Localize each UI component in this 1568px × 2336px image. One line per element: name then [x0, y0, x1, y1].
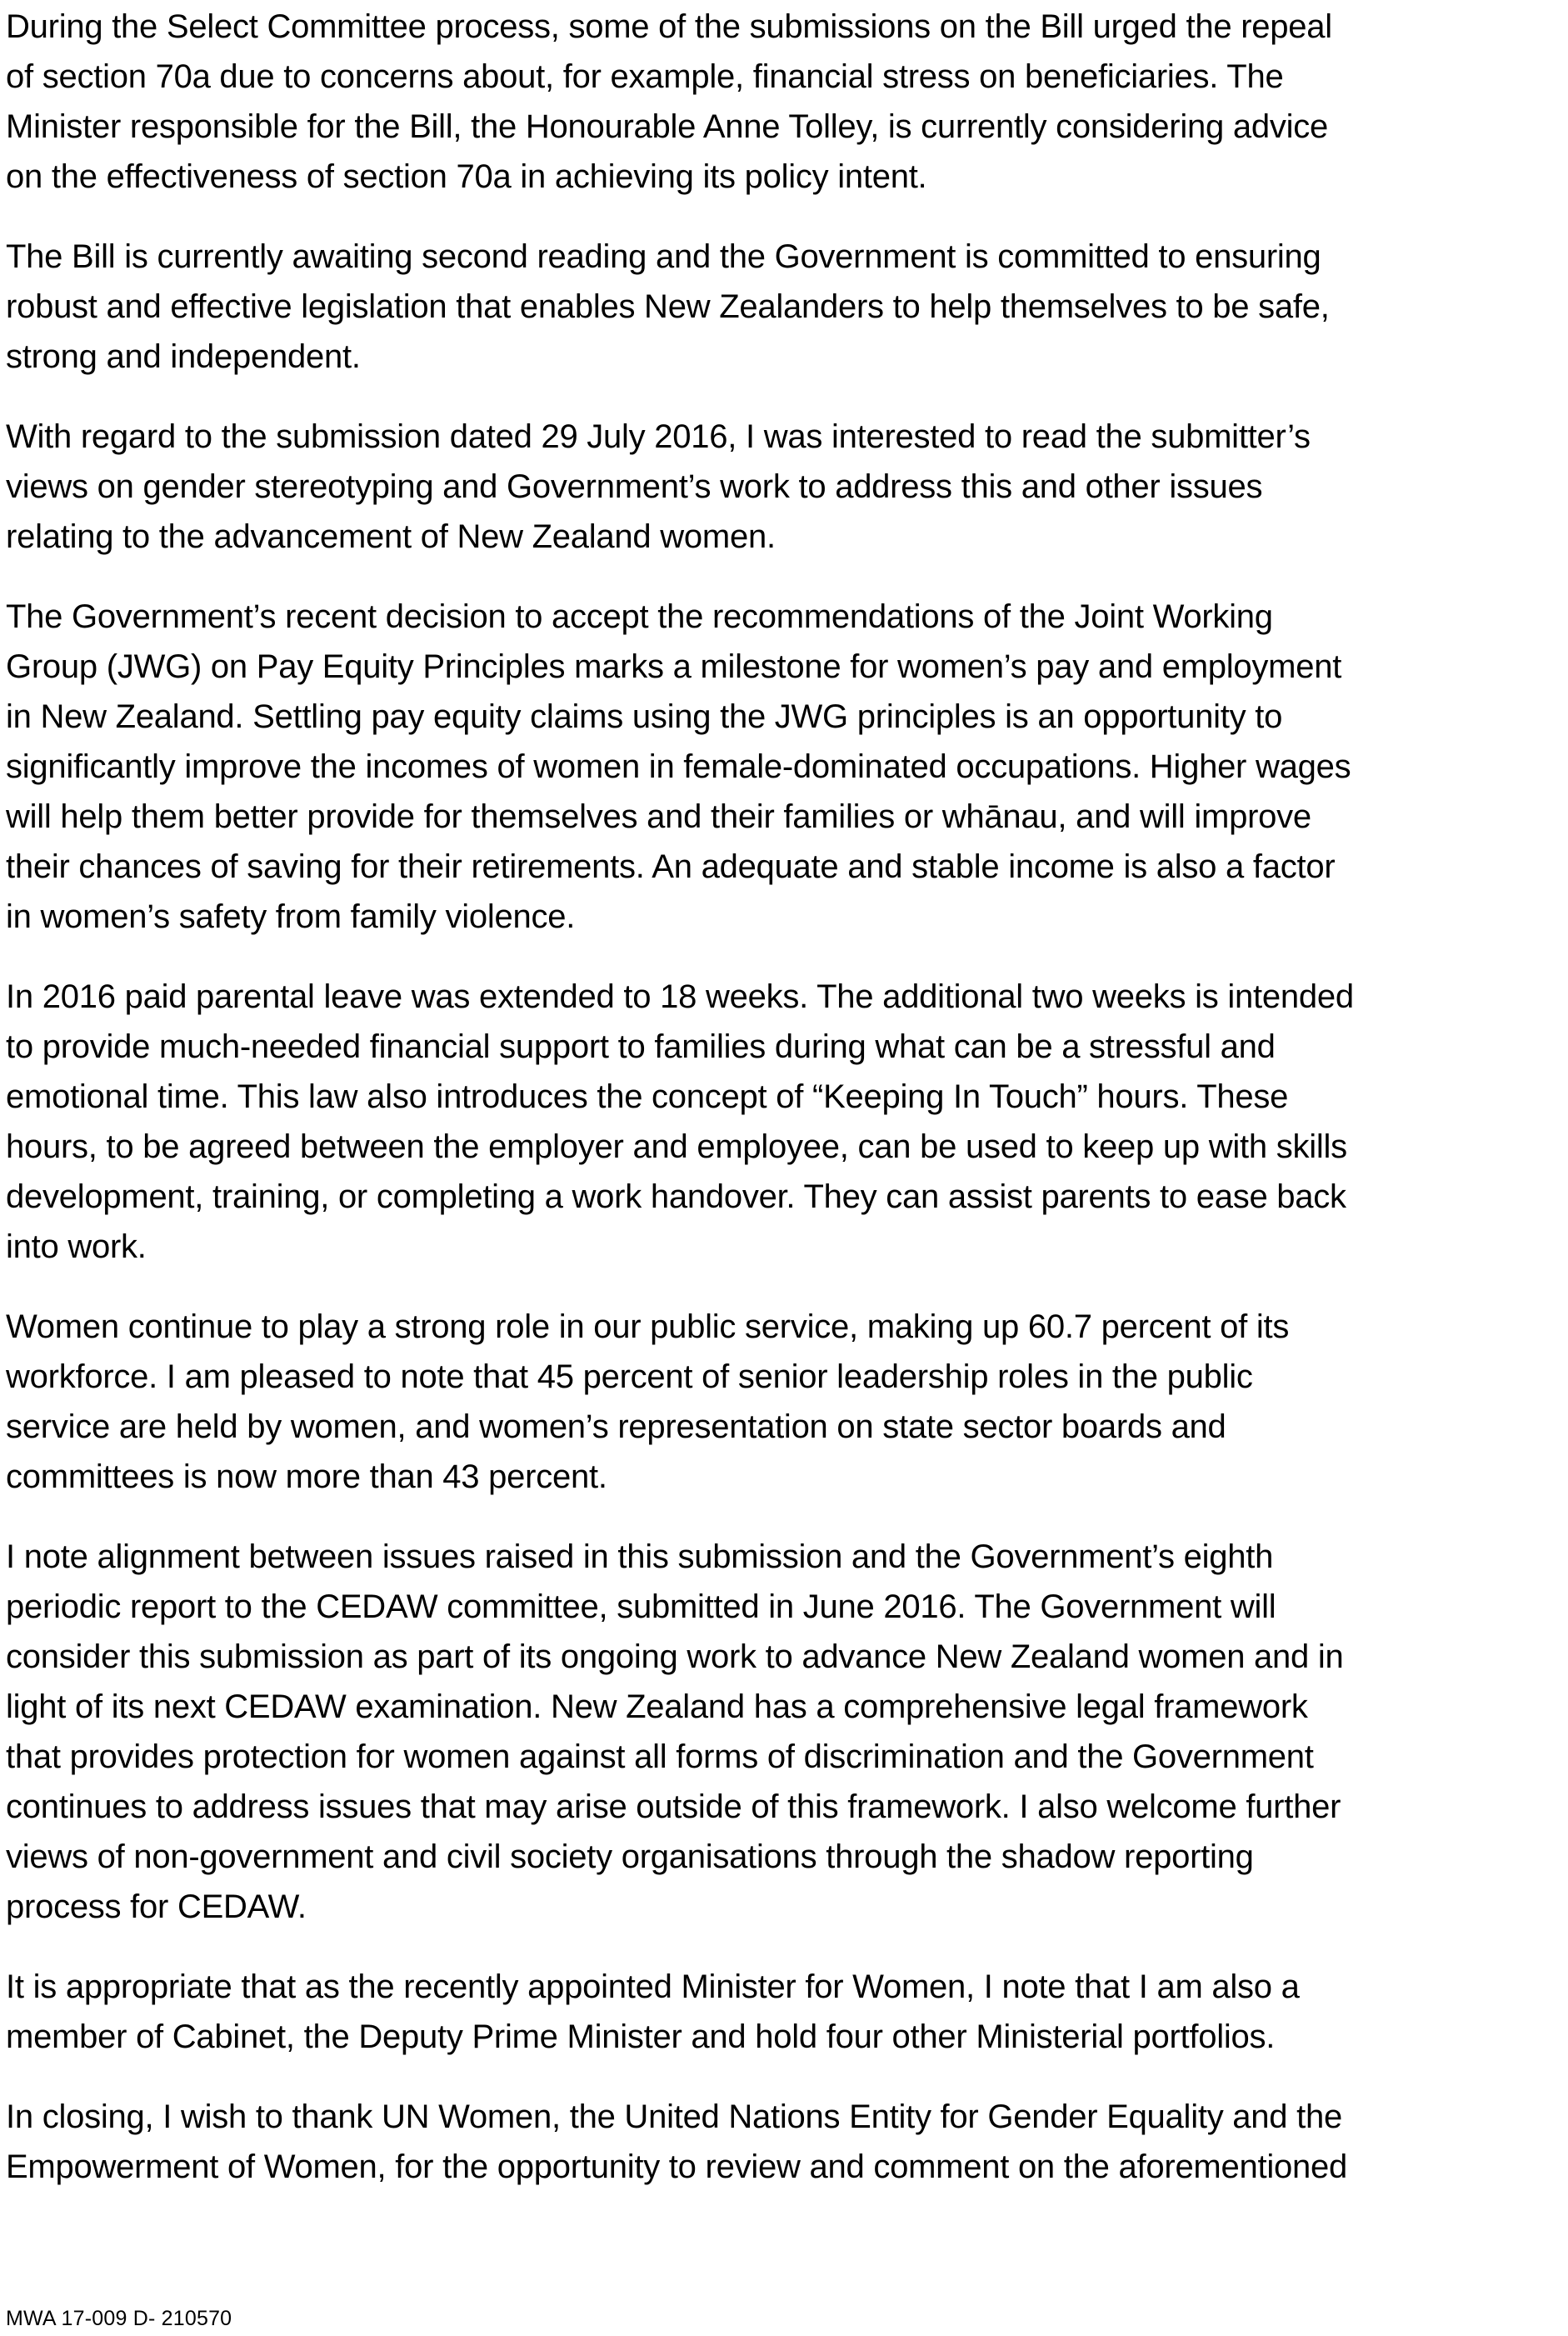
paragraph-public-service: Women continue to play a strong role in our public service, making up 60.7 percent of its workforce. I am pleased to note that 45 percent of senior leadership roles in the public service are held by women, and women’s representation on state sector boards and committees is now more than 43 percent. [6, 1308, 1290, 1495]
paragraph-closing: In closing, I wish to thank UN Women, the United Nations Entity for Gender Equality and the Empowerment of Women, for the opportunity to review and comment on the aforementioned [6, 2098, 1347, 2185]
paragraph-pay-equity: The Government’s recent decision to accept the recommendations of the Joint Working Group (JWG) on Pay Equity Principles marks a milestone for women’s pay and employment in New Zealand. Settling pay equity claims using the JWG principles is an opportunity to significantly improve the incomes of women in female-dominated occupations. Higher wages will help them better provide for themselves and their families or whānau, and will improve their chances of saving for their retirements. An adequate and stable income is also a factor in women’s safety from family violence. [6, 598, 1351, 935]
letter-body [6, 0, 1568, 2222]
paragraph-select-committee: During the Select Committee process, some of the submissions on the Bill urged the repeal of section 70a due to concerns about, for example, financial stress on beneficiaries. The Minister responsible for the Bill, the Honourable Anne Tolley, is currently considering advice on the effectiveness of section 70a in achieving its policy intent. [6, 8, 1332, 195]
paragraph-parental-leave: In 2016 paid parental leave was extended to 18 weeks. The additional two weeks is intended to provide much-needed financial support to families during what can be a stressful and emotional time. This law also introduces the concept of “Keeping In Touch” hours. These hours, to be agreed between the employer and employee, can be used to keep up with skills development, training, or completing a work handover. They can assist parents to ease back into work. [6, 978, 1354, 1265]
paragraph-cedaw-report: I note alignment between issues raised in this submission and the Government’s eighth periodic report to the CEDAW committee, submitted in June 2016. The Government will consider this submission as part of its ongoing work to advance New Zealand women and in light of its next CEDAW examination. New Zealand has a comprehensive legal framework that provides protection for women against all forms of discrimination and the Government continues to address issues that may arise outside of this framework. I also welcome further views of non-government and civil society organisations through the shadow reporting process for CEDAW. [6, 1538, 1344, 1925]
paragraph-minister-for-women: It is appropriate that as the recently appointed Minister for Women, I note that I am also a member of Cabinet, the Deputy Prime Minister and hold four other Ministerial portfolios. [6, 1968, 1300, 2055]
paragraph-bill-second-reading: The Bill is currently awaiting second reading and the Government is committed to ensuring robust and effective legislation that enables New Zealanders to help themselves to be safe, strong and independent. [6, 238, 1330, 375]
document-reference-number: MWA 17-009 D- 210570 [6, 2307, 232, 2330]
paragraph-submission-29-july: With regard to the submission dated 29 July 2016, I was interested to read the submitter’s views on gender stereotyping and Government’s work to address this and other issues relating to the advancement of New Zealand women. [6, 418, 1311, 555]
